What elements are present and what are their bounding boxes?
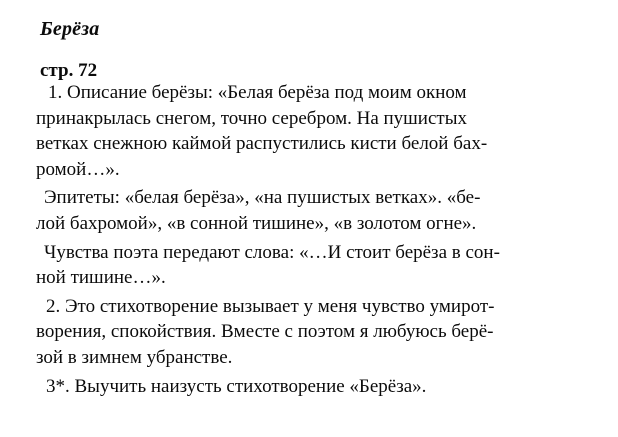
answer-paragraph-3 [44,374,604,400]
section-title: Берёза [40,18,100,40]
text-line: зой в зимнем убранстве. [36,346,233,368]
text-line: ной тишине…». [36,267,166,289]
text-line: Эпитеты: «белая берёза», «на пушистых ветках». «бе- [44,187,481,209]
feelings-paragraph [36,240,604,291]
text-line: ворения, спокойствия. Вместе с поэтом я любуюсь берё- [36,321,494,343]
answer-text [36,80,604,402]
text-line: принакрылась снегом, точно серебром. На пушистых [36,107,467,129]
text-line: 1. Описание берёзы: «Белая берёза под моим окном [48,82,467,103]
text-line: 3*. Выучить наизусть стихотворение «Берёза». [46,375,427,397]
answer-paragraph-2 [36,294,604,371]
text-line: ромой…». [36,158,120,180]
text-line: 2. Это стихотворение вызывает у меня чувство умирот- [46,295,495,317]
answer-paragraph-1 [36,80,604,182]
text-line: ветках снежною каймой распустились кисти белой бах- [36,133,488,155]
text-line: Чувства поэта передают слова: «…И стоит берёза в сон- [44,241,500,263]
page-reference: стр. 72 [40,60,98,81]
text-line: лой бахромой», «в сонной тишине», «в золотом огне». [36,212,477,234]
epithets-paragraph [36,185,604,236]
